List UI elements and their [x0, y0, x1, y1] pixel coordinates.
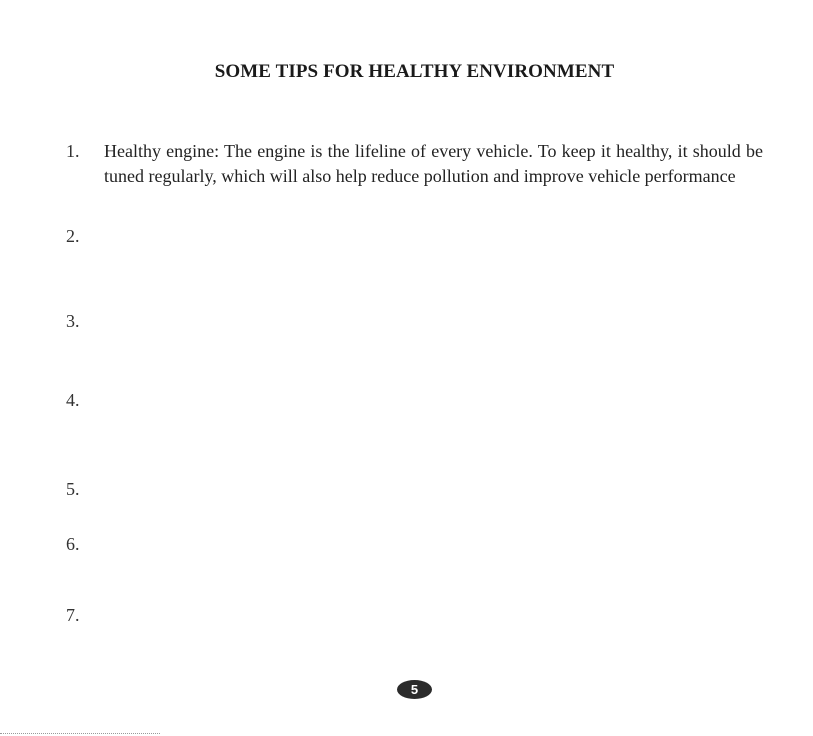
- tip-number-1: 1.: [66, 141, 80, 161]
- tip-number-7: 7.: [66, 605, 80, 625]
- page-title: SOME TIPS FOR HEALTHY ENVIRONMENT: [214, 61, 615, 82]
- page-number: 5: [410, 682, 419, 697]
- tip-number-5: 5.: [66, 479, 80, 499]
- footer-print-marks: [0, 733, 160, 735]
- page-number-badge: [397, 680, 432, 699]
- tip-text-1: Healthy engine: The engine is the lifeline of every vehicle. To keep it healthy, it should be tuned regularly, which will also help reduce pollution and improve vehicle performance: [104, 141, 763, 186]
- tip-number-6: 6.: [66, 534, 80, 554]
- tip-number-2: 2.: [66, 226, 80, 246]
- tip-number-4: 4.: [66, 390, 80, 410]
- tip-number-3: 3.: [66, 311, 80, 331]
